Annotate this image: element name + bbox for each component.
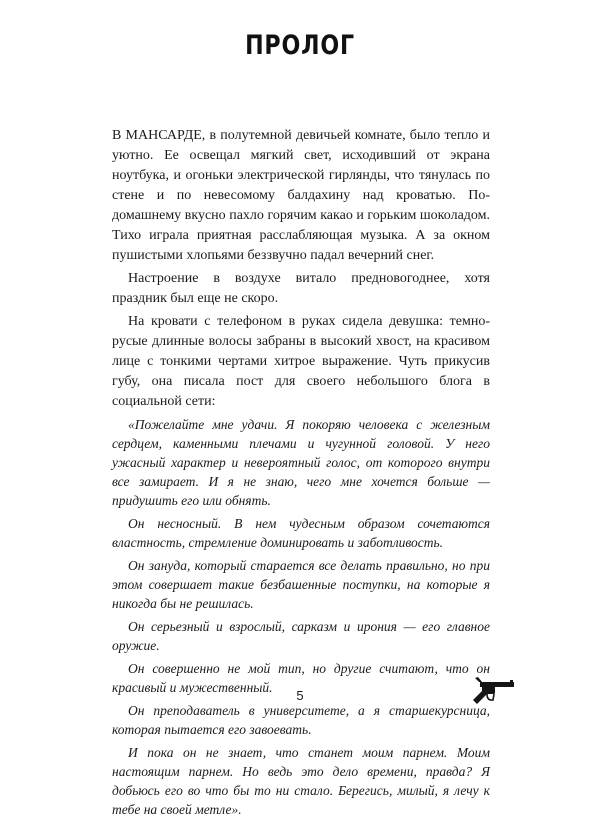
page-number: 5 (296, 688, 304, 703)
paragraph-1: В МАНСАРДЕ, в полутемной девичьей комнате, было тепло и уютно. Ее освещал мягкий свет, исходивший от экрана ноутбука, и огоньки электрической гирлянды, что тянулась по стене и по невесомому балдахину над кроватью. По-домашнему вкусно пахло горячим какао и горьким шоколадом. Тихо играла приятная расслабляющая музыка. А за окном пушистыми хлопьями беззвучно падал вечерний снег. (112, 128, 490, 263)
blog-post-paragraph-5: Он совершенно не мой тип, но другие считают, что он красивый и мужественный. (112, 661, 490, 695)
blog-post-paragraph-3: Он зануда, который старается все делать правильно, но при этом совершает такие безбашенные поступки, на которые я никогда бы не решилась. (112, 558, 490, 611)
paragraph-2: Настроение в воздухе витало предновогоднее, хотя праздник был еще не скоро. (112, 271, 490, 306)
revolver-icon (470, 676, 516, 706)
blog-post-paragraph-1: «Пожелайте мне удачи. Я покоряю человека с железным сердцем, каменными плечами и чугунной головой. У него ужасный характер и невероятный голос, от которого внутри все замирает. И я не знаю, чего мне хочется больше — придушить его или обнять. (112, 417, 490, 508)
paragraph-3: На кровати с телефоном в руках сидела девушка: темно-русые длинные волосы забраны в высокий хвост, на красивом лице с тонкими чертами хитрое выражение. Чуть прикусив губу, она писала пост для своего небольшого блога в социальной сети: (112, 314, 490, 409)
chapter-body (112, 126, 490, 823)
blog-post-paragraph-4: Он серьезный и взрослый, сарказм и ирония — его главное оружие. (112, 619, 490, 653)
chapter-title: ПРОЛОГ (245, 30, 355, 61)
blog-post-paragraph-6: Он преподаватель в университете, а я старшекурсница, которая пытается его завоевать. (112, 703, 490, 737)
blog-post-paragraph-2: Он несносный. В нем чудесным образом сочетаются властность, стремление доминировать и заботливость. (112, 516, 490, 550)
blog-post-paragraph-7: И пока он не знает, что станет моим парнем. Моим настоящим парнем. Но ведь это дело времени, правда? Я добьюсь его во что бы то ни стало. Берегись, милый, я лечу к тебе на своей метле». (112, 745, 490, 817)
